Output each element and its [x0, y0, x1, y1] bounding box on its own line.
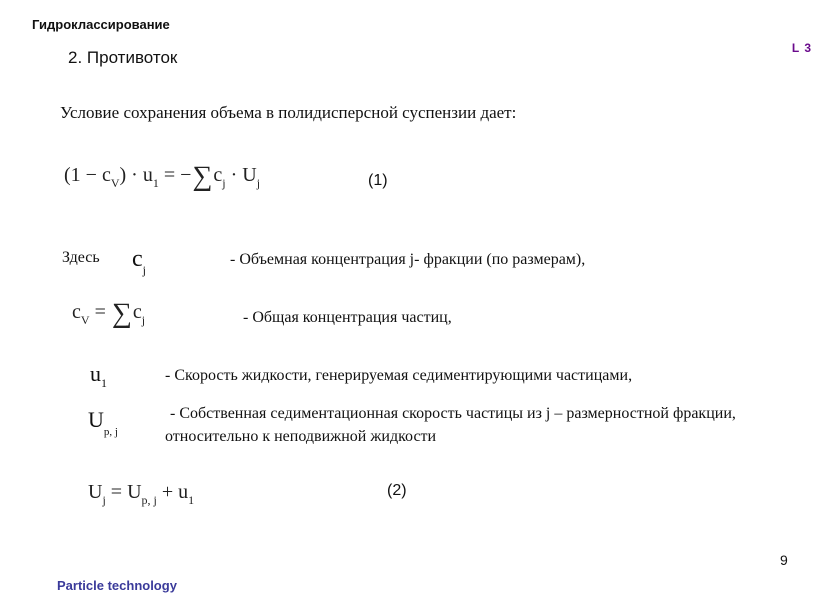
upj-letter: U [88, 407, 104, 432]
intro-text: Условие сохранения объема в полидисперсной суспензии дает: [60, 103, 517, 122]
upj-sub: p, j [103, 426, 118, 438]
eq1-sub-v: V [110, 176, 120, 190]
footer-text: Particle technology [57, 578, 177, 593]
section-title: 2. Противоток [68, 48, 178, 67]
equation-2 [88, 481, 194, 508]
cv-eq: = [89, 301, 111, 323]
u1-symbol [90, 361, 107, 391]
slide-label: L 3 [791, 41, 812, 55]
equation-1 [64, 161, 260, 193]
u1-sub: 1 [101, 376, 107, 390]
u1-description: - Скорость жидкости, генерируемая седиментирующими частицами, [165, 367, 633, 384]
cv-cj: c [132, 301, 142, 323]
cj-symbol [132, 246, 146, 278]
u1-letter: u [90, 361, 101, 386]
eq1-lhs: (1 − c [64, 164, 111, 186]
cv-c: c [72, 301, 81, 323]
header-title: Гидроклассирование [32, 17, 170, 32]
cv-sub: V [80, 313, 90, 327]
cj-description: - Объемная концентрация j- фракции (по размерам), [230, 251, 586, 268]
eq1-sub-j2: j [256, 176, 261, 190]
eq1-dot-u: · U [225, 164, 257, 186]
upj-description-line2: относительно к неподвижной жидкости [165, 428, 437, 445]
cv-formula [72, 298, 145, 330]
eq2-lhs: U [88, 481, 103, 503]
upj-description-line1: - Собственная седиментационная скорость частицы из j – размерностной фракции, [170, 405, 736, 422]
equation-2-number: (2) [387, 482, 407, 499]
eq1-sub-1: 1 [152, 176, 159, 190]
eq2-eq: = U [105, 481, 142, 503]
eq2-end-sub: 1 [188, 493, 195, 507]
eq1-sub-j: j [222, 176, 226, 190]
equation-1-number: (1) [368, 172, 388, 189]
cj-letter: c [132, 246, 143, 272]
cv-sum-symbol: ∑ [111, 298, 132, 329]
page-number: 9 [780, 552, 788, 568]
eq1-eq: = − [158, 164, 192, 186]
cv-cj-sub: j [141, 313, 146, 327]
upj-symbol [88, 407, 118, 438]
eq1-mid: ) · u [119, 164, 153, 186]
cv-description: - Общая концентрация частиц, [243, 309, 452, 326]
cj-sub: j [142, 263, 146, 277]
eq1-c: c [213, 164, 223, 186]
eq2-mid-sub: p, j [141, 493, 157, 507]
here-label: Здесь [62, 249, 100, 266]
sum-symbol: ∑ [192, 161, 213, 192]
eq2-plus: + u [156, 481, 189, 503]
eq2-lhs-sub: j [102, 493, 106, 507]
